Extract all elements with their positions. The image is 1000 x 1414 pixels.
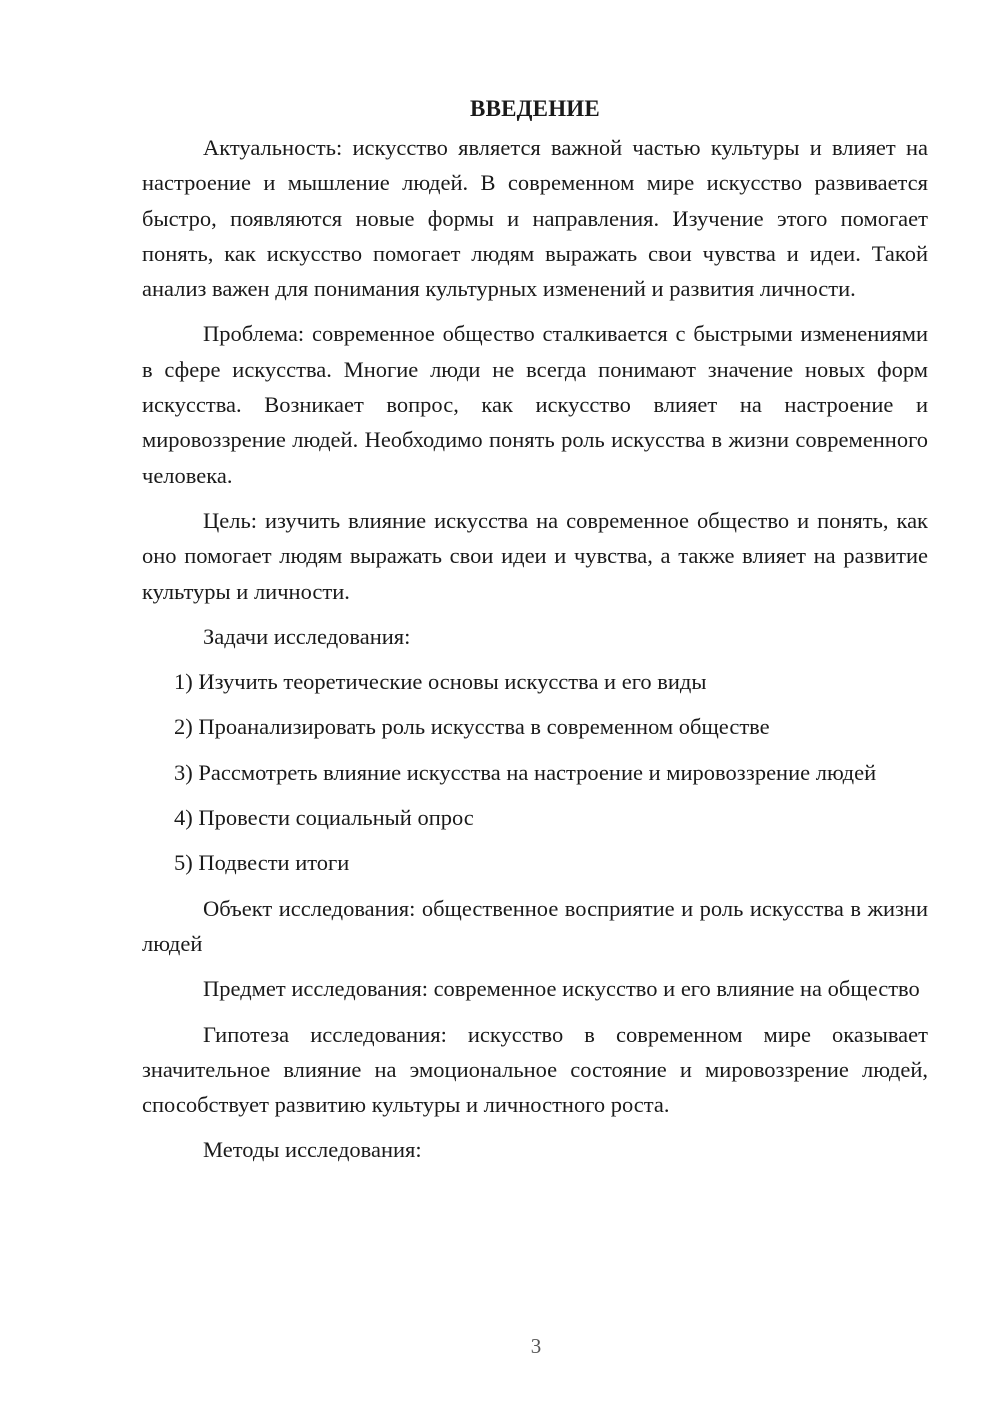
task-item-4: 4) Провести социальный опрос bbox=[174, 805, 474, 831]
task-item-3: 3) Рассмотреть влияние искусства на настроение и мировоззрение людей bbox=[174, 759, 877, 785]
subject-paragraph: Предмет исследования: современное искусство и его влияние на общество bbox=[203, 976, 920, 1002]
task-item-2: 2) Проанализировать роль искусства в современном обществе bbox=[174, 714, 770, 740]
tasks-heading: Задачи исследования: bbox=[203, 623, 411, 649]
object-paragraph: Объект исследования: общественное восприятие и роль искусства в жизни людей bbox=[142, 895, 928, 956]
page-number: 3 bbox=[530, 1334, 542, 1358]
methods-heading: Методы исследования: bbox=[203, 1137, 422, 1163]
task-item-5: 5) Подвести итоги bbox=[174, 850, 350, 876]
problem-paragraph: Проблема: современное общество сталкивается с быстрыми изменениями в сфере искусства. Многие люди не всегда понимают значение новых форм искусства. Возникает вопрос, как искусство влияет на настроение и мировоззрение людей. Необходимо понять роль искусства в жизни современного человека. bbox=[142, 321, 928, 488]
section-heading: ВВЕДЕНИЕ bbox=[470, 96, 600, 121]
relevance-paragraph: Актуальность: искусство является важной частью культуры и влияет на настроение и мышление людей. В современном мире искусство развивается быстро, появляются новые формы и направления. Изучение этого помогает понять, как искусство помогает людям выражать свои чувства и идеи. Такой анализ важен для понимания культурных изменений и развития личности. bbox=[142, 135, 928, 302]
hypothesis-paragraph: Гипотеза исследования: искусство в современном мире оказывает значительное влияние на эмоциональное состояние и мировоззрение людей, способствует развитию культуры и личностного роста. bbox=[142, 1021, 928, 1118]
task-item-1: 1) Изучить теоретические основы искусства и его виды bbox=[174, 669, 707, 695]
goal-paragraph: Цель: изучить влияние искусства на современное общество и понять, как оно помогает людям выражать свои идеи и чувства, а также влияет на развитие культуры и личности. bbox=[142, 507, 928, 604]
document-page bbox=[142, 92, 928, 1178]
